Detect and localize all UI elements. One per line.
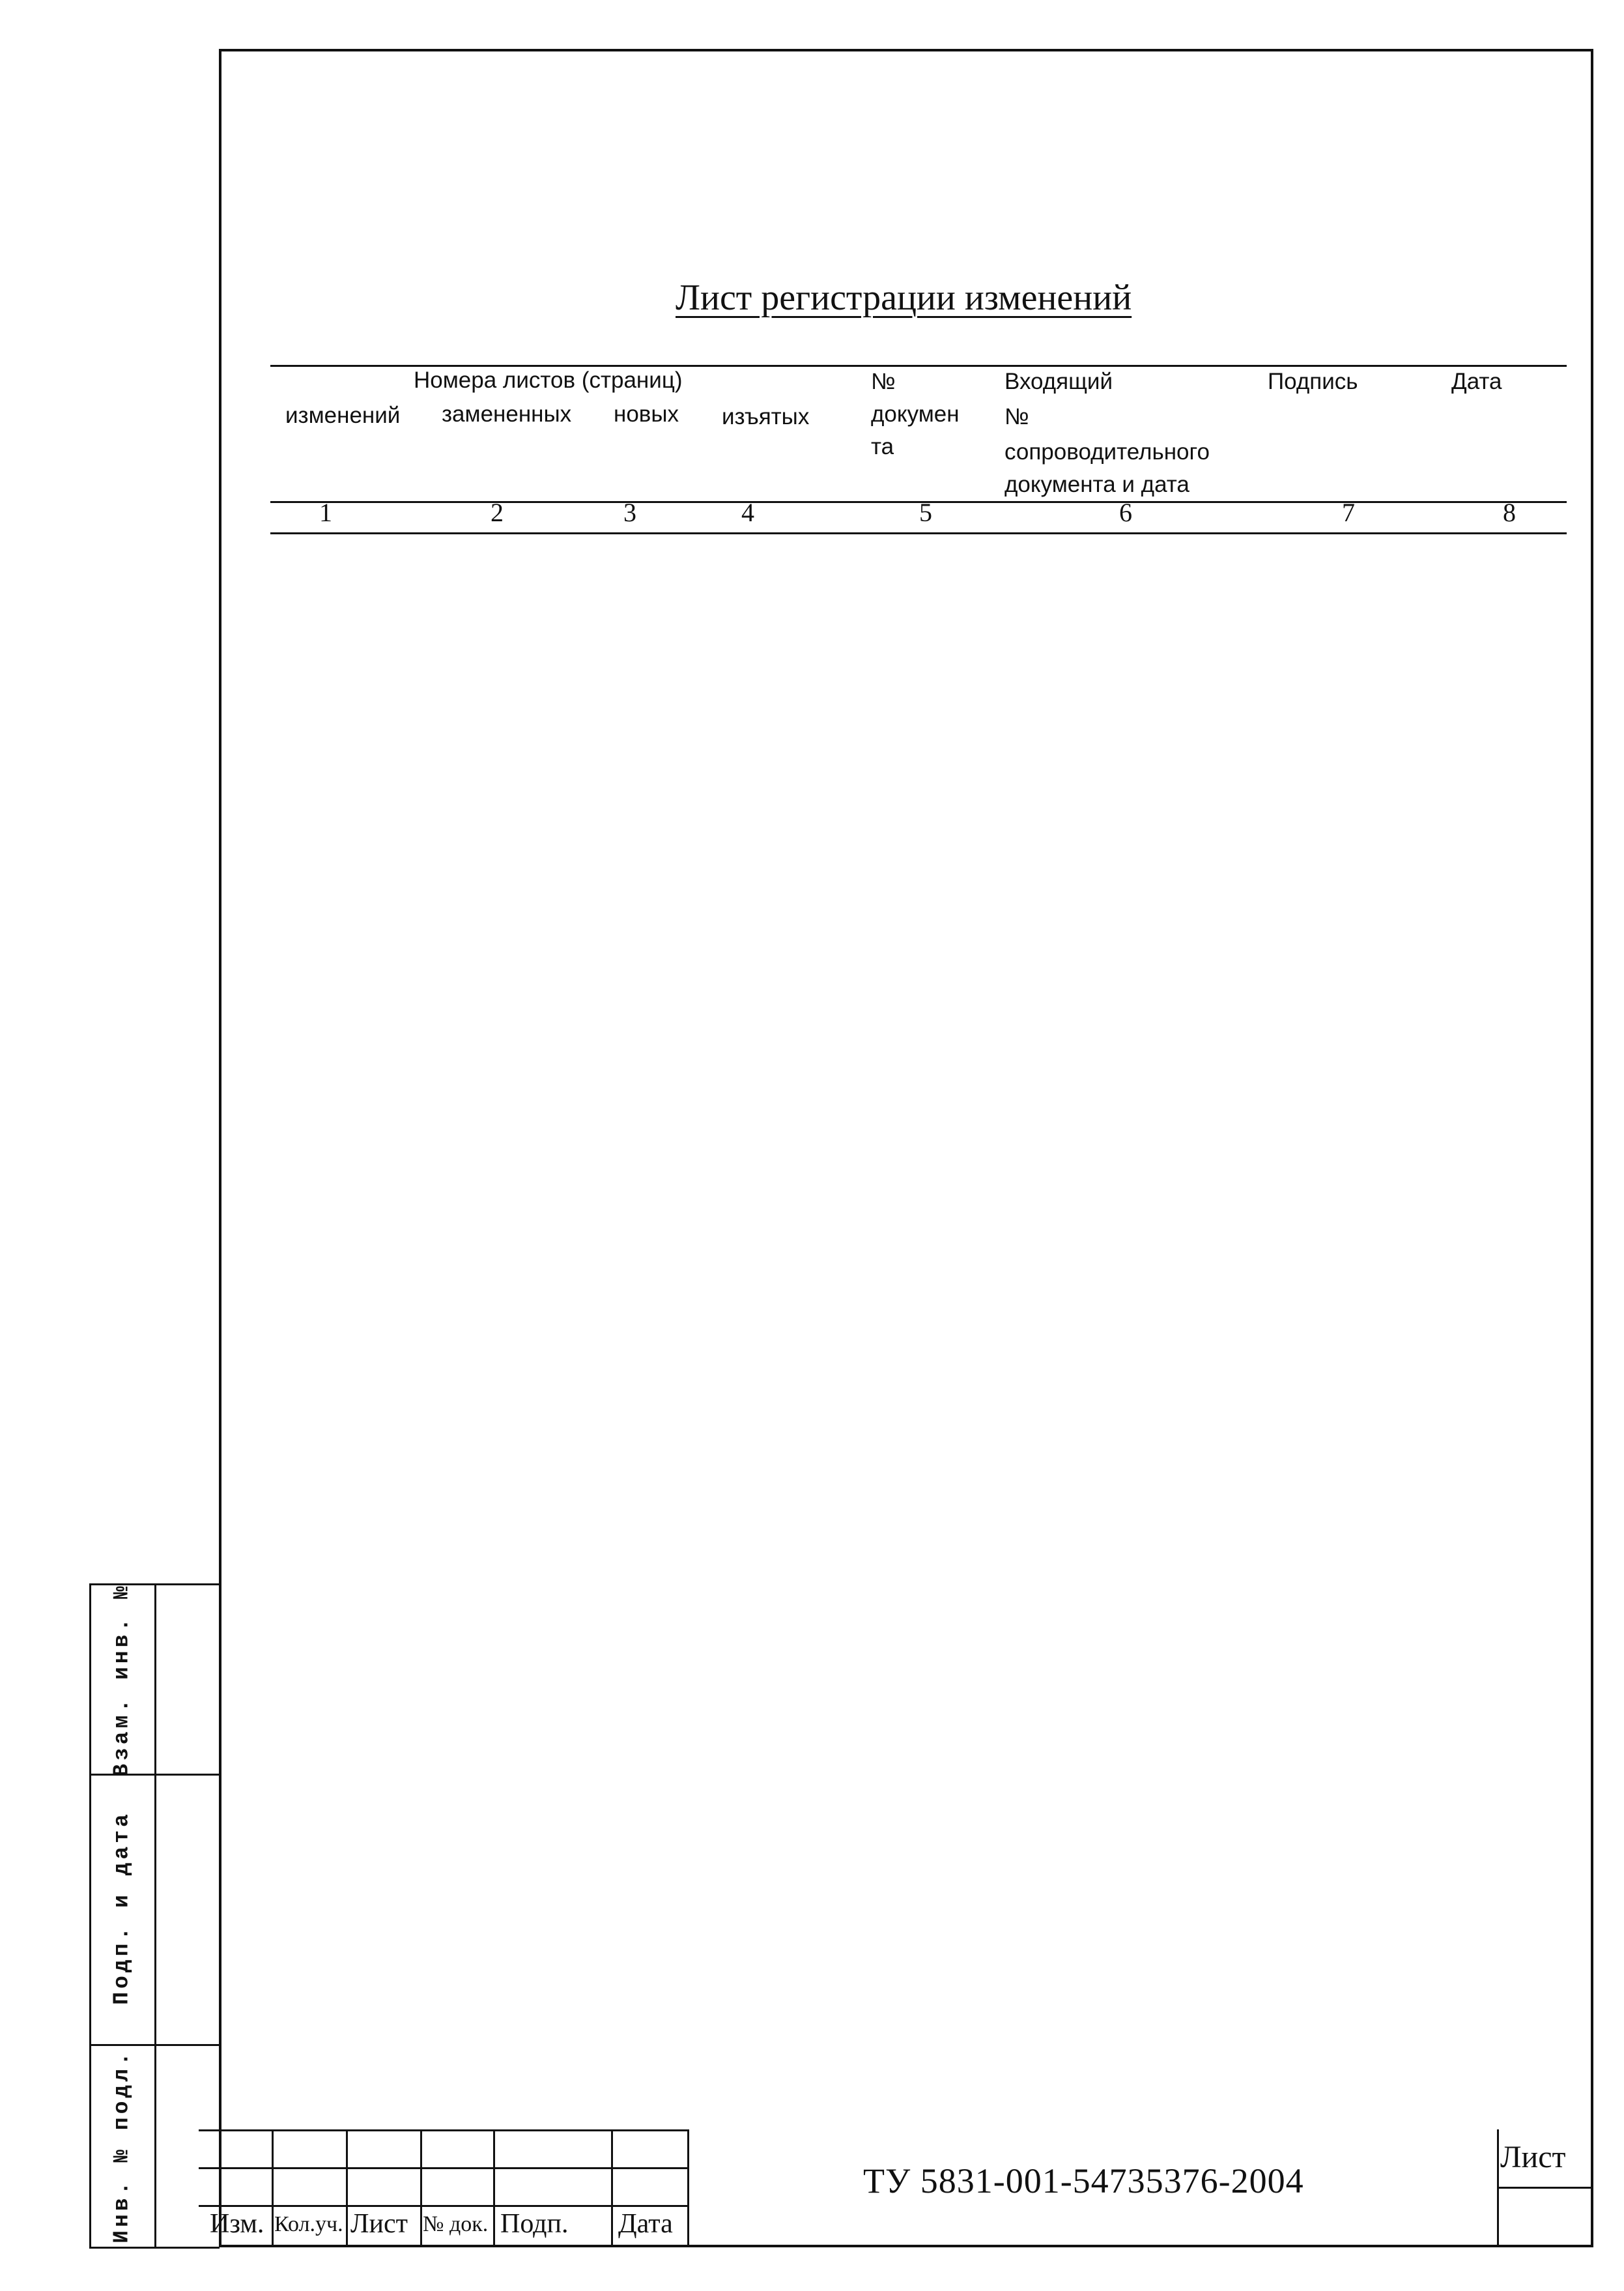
title-block-divider xyxy=(611,2129,613,2247)
table-numbers-rule xyxy=(270,532,1567,534)
header-changed: изменений xyxy=(285,403,401,428)
title-block-divider xyxy=(272,2129,274,2247)
title-block-divider xyxy=(493,2129,495,2247)
title-block-divider xyxy=(420,2129,422,2247)
title-block-divider xyxy=(687,2129,689,2247)
column-number: 1 xyxy=(319,498,332,527)
column-number: 7 xyxy=(1342,498,1355,527)
sheet-label: Лист xyxy=(1500,2140,1566,2174)
header-new: новых xyxy=(614,401,679,427)
title-block-divider xyxy=(346,2129,348,2247)
header-doc-no-line3: та xyxy=(871,434,894,459)
side-label-replacement-inventory: Взам. инв. № xyxy=(109,1583,134,1777)
side-stamp-middle-rule xyxy=(154,1583,156,2248)
header-incoming-line4: документа и дата xyxy=(1004,472,1190,497)
title-block-label-sheet: Лист xyxy=(350,2209,408,2239)
title-block-label-change: Изм. xyxy=(210,2209,264,2239)
header-doc-no-line1: № xyxy=(871,369,896,394)
header-date: Дата xyxy=(1451,369,1502,394)
side-label-original-inventory: Инв. № подл. xyxy=(109,2049,134,2243)
header-removed: изъятых xyxy=(722,404,810,429)
column-number: 6 xyxy=(1119,498,1132,527)
document-code: ТУ 5831-001-54735376-2004 xyxy=(863,2161,1304,2200)
side-label-signature-date: Подп. и дата xyxy=(109,1811,134,2005)
header-incoming-line2: № xyxy=(1004,404,1029,429)
column-number: 4 xyxy=(741,498,754,527)
title-block-rule xyxy=(1497,2187,1592,2189)
column-number: 2 xyxy=(491,498,504,527)
title-block-label-signature: Подп. xyxy=(500,2209,569,2239)
side-stamp-rule xyxy=(89,2044,220,2046)
title-block-label-doc-no: № док. xyxy=(423,2212,489,2236)
header-incoming-line1: Входящий xyxy=(1004,369,1113,394)
side-stamp-rule xyxy=(89,1583,220,1585)
header-replaced: замененных xyxy=(442,401,572,427)
column-number: 5 xyxy=(919,498,932,527)
column-number: 8 xyxy=(1503,498,1516,527)
title-block-label-date: Дата xyxy=(618,2209,673,2239)
title-block-label-count: Кол.уч. xyxy=(274,2212,343,2236)
side-stamp-rule xyxy=(89,2247,220,2249)
header-signature: Подпись xyxy=(1268,369,1358,394)
header-doc-no-line2: докумен xyxy=(871,401,960,427)
column-number: 3 xyxy=(623,498,636,527)
header-incoming-line3: сопроводительного xyxy=(1004,439,1210,465)
side-stamp-left-rule xyxy=(89,1583,91,2248)
side-stamp-rule xyxy=(89,1774,220,1776)
group-header-sheet-numbers: Номера листов (страниц) xyxy=(414,367,683,393)
page-title: Лист регистрации изменений xyxy=(676,278,1132,318)
